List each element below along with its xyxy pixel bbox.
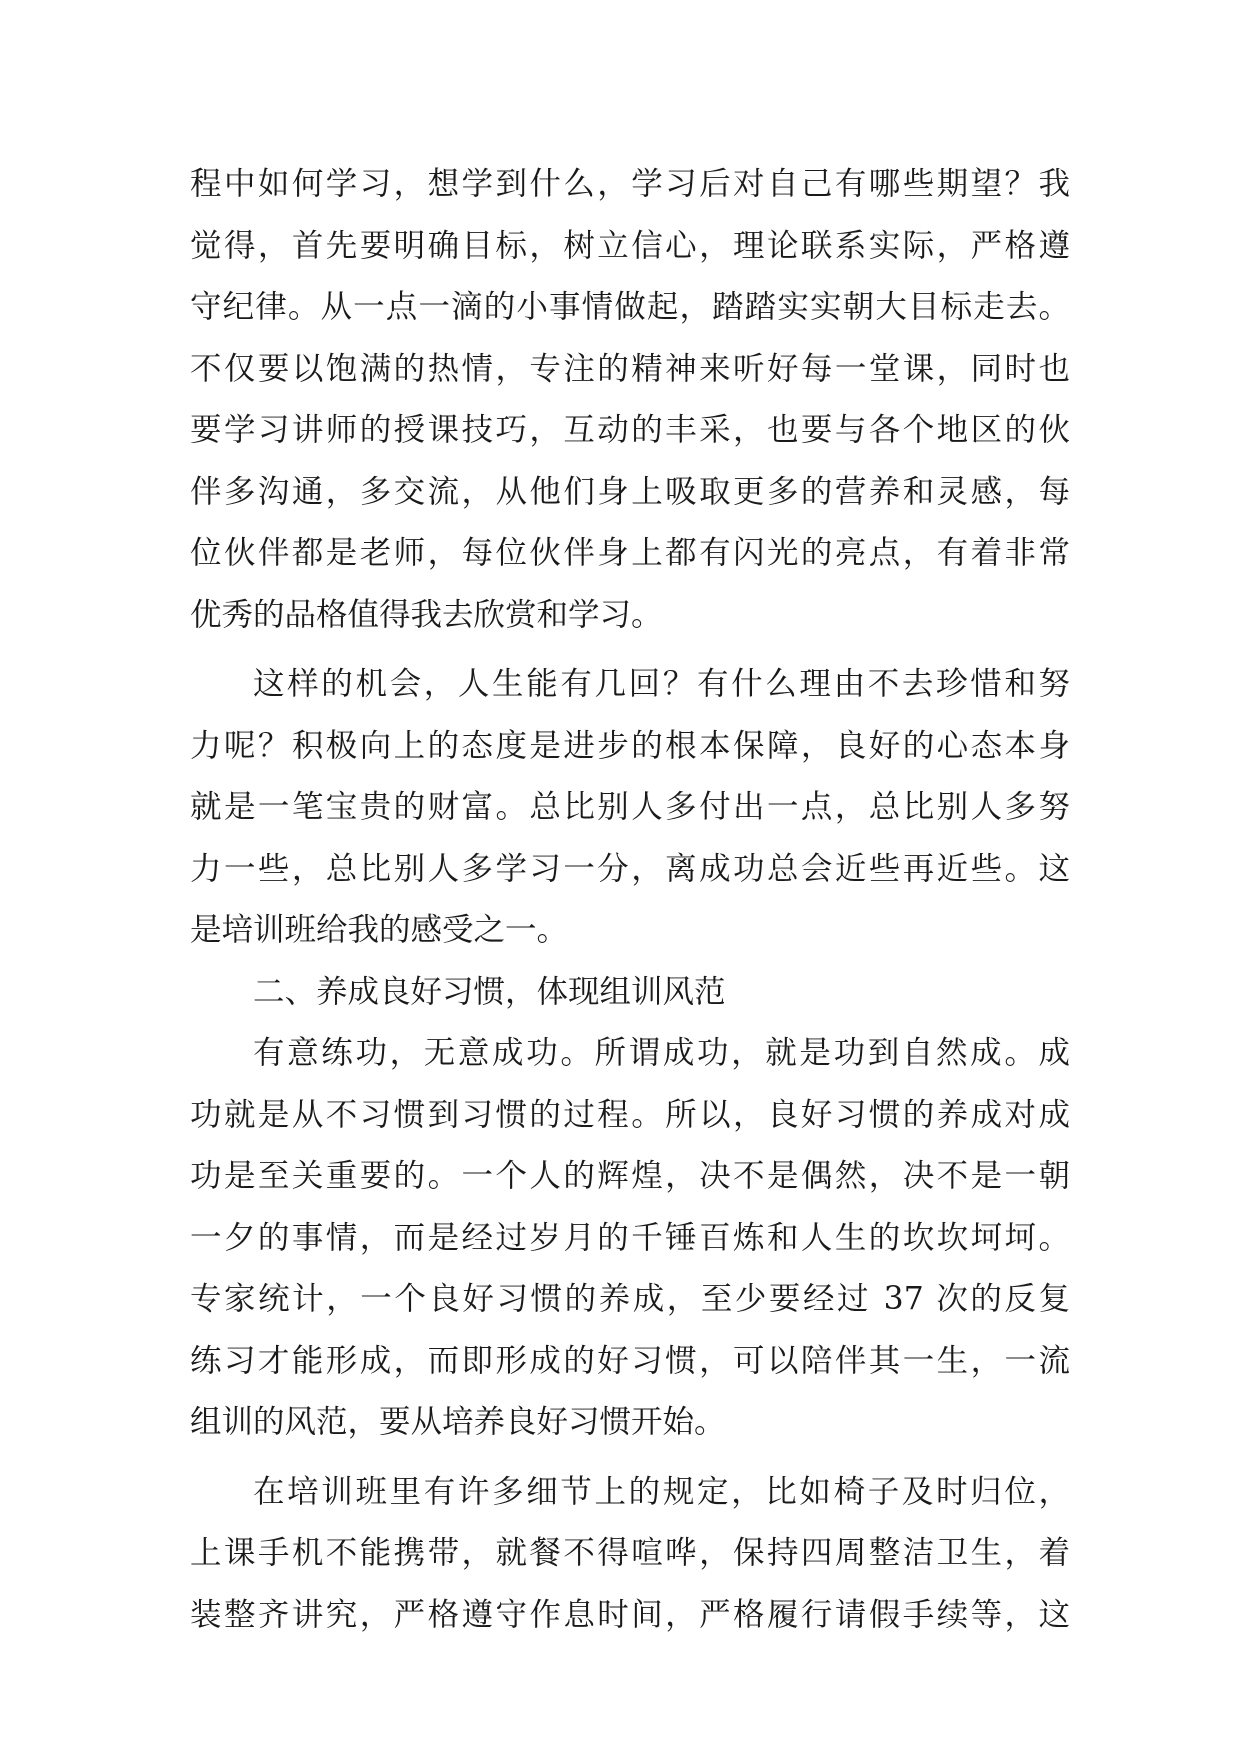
text-line: 练习才能形成，而即形成的好习惯，可以陪伴其一生，一流	[190, 1342, 1070, 1379]
text-line: 一夕的事情，而是经过岁月的千锤百炼和人生的坎坎坷坷。	[190, 1219, 1070, 1256]
section-heading: 二、养成良好习惯，体现组训风范	[253, 973, 726, 1010]
text-line: 觉得，首先要明确目标，树立信心，理论联系实际，严格遵	[190, 227, 1070, 264]
text-line: 是培训班给我的感受之一。	[190, 912, 569, 948]
text-line: 在培训班里有许多细节上的规定，比如椅子及时归位，	[253, 1473, 1070, 1510]
text-line: 上课手机不能携带，就餐不得喧哗，保持四周整洁卫生，着	[190, 1535, 1070, 1571]
text-line: 力一些，总比别人多学习一分，离成功总会近些再近些。这	[190, 850, 1070, 887]
text-line: 优秀的品格值得我去欣赏和学习。	[190, 596, 663, 633]
text-line: 功就是从不习惯到习惯的过程。所以，良好习惯的养成对成	[190, 1096, 1070, 1133]
text-line: 要学习讲师的授课技巧，互动的丰采，也要与各个地区的伙	[190, 412, 1070, 448]
text-line: 功是至关重要的。一个人的辉煌，决不是偶然，决不是一朝	[190, 1158, 1070, 1194]
body-text	[190, 154, 1070, 1646]
text-line: 专家统计，一个良好习惯的养成，至少要经过 37 次的反复	[190, 1281, 1070, 1317]
text-line: 伴多沟通，多交流，从他们身上吸取更多的营养和灵感，每	[190, 473, 1070, 510]
text-line: 这样的机会，人生能有几回？有什么理由不去珍惜和努	[253, 666, 1070, 702]
text-line: 力呢？积极向上的态度是进步的根本保障，良好的心态本身	[190, 727, 1070, 764]
text-line: 有意练功，无意成功。所谓成功，就是功到自然成。成	[253, 1035, 1070, 1071]
text-line: 就是一笔宝贵的财富。总比别人多付出一点，总比别人多努	[190, 789, 1070, 825]
text-line: 程中如何学习，想学到什么，学习后对自己有哪些期望？我	[190, 166, 1070, 202]
text-line: 不仅要以饱满的热情，专注的精神来听好每一堂课，同时也	[190, 350, 1070, 387]
text-line: 位伙伴都是老师，每位伙伴身上都有闪光的亮点，有着非常	[190, 535, 1070, 571]
text-line: 守纪律。从一点一滴的小事情做起，踏踏实实朝大目标走去。	[190, 289, 1070, 325]
text-line: 组训的风范，要从培养良好习惯开始。	[190, 1404, 726, 1440]
text-line: 装整齐讲究，严格遵守作息时间，严格履行请假手续等，这	[190, 1596, 1070, 1633]
